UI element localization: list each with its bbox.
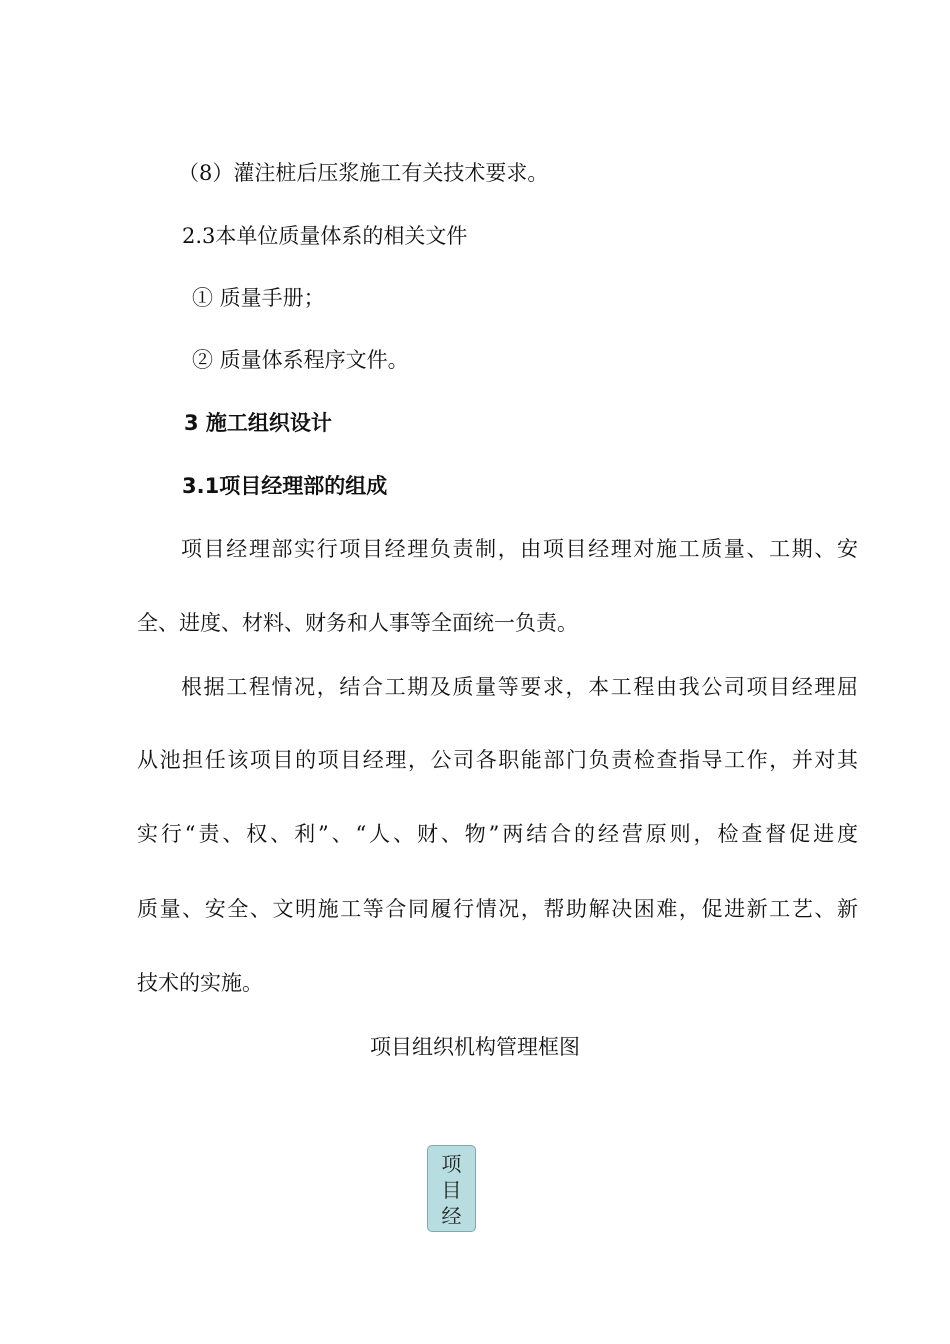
org-box-char: 目 xyxy=(441,1178,462,1202)
item-8-text: （8）灌注桩后压浆施工有关技术要求。 xyxy=(178,161,549,185)
list-item-quality-manual: ① 质量手册； xyxy=(192,286,325,310)
section-2-3-heading: 2.3本单位质量体系的相关文件 xyxy=(182,224,468,248)
paragraph-line: 技术的实施。 xyxy=(137,971,263,995)
list-item-procedure-docs: ② 质量体系程序文件。 xyxy=(192,348,409,372)
org-box-char: 经 xyxy=(441,1204,462,1228)
paragraph-line: 质量、安全、文明施工等合同履行情况，帮助解决困难，促进新工艺、新 xyxy=(137,897,858,921)
paragraph-line: 实行“责、权、利”、“人、财、物”两结合的经营原则，检查督促进度 xyxy=(137,822,858,846)
paragraph-line: 从池担任该项目的项目经理，公司各职能部门负责检查指导工作，并对其 xyxy=(137,748,858,772)
figure-caption: 项目组织机构管理框图 xyxy=(370,1035,580,1059)
paragraph-line: 根据工程情况，结合工期及质量等要求，本工程由我公司项目经理屈 xyxy=(181,675,858,699)
section-3-heading: 3 施工组织设计 xyxy=(184,411,332,435)
section-3-1-heading: 3.1项目经理部的组成 xyxy=(182,474,388,498)
org-chart-project-manager-box xyxy=(427,1145,476,1232)
paragraph-line: 全、进度、材料、财务和人事等全面统一负责。 xyxy=(137,611,578,635)
paragraph-line: 项目经理部实行项目经理负责制，由项目经理对施工质量、工期、安 xyxy=(181,537,858,561)
org-box-char: 项 xyxy=(441,1152,462,1176)
